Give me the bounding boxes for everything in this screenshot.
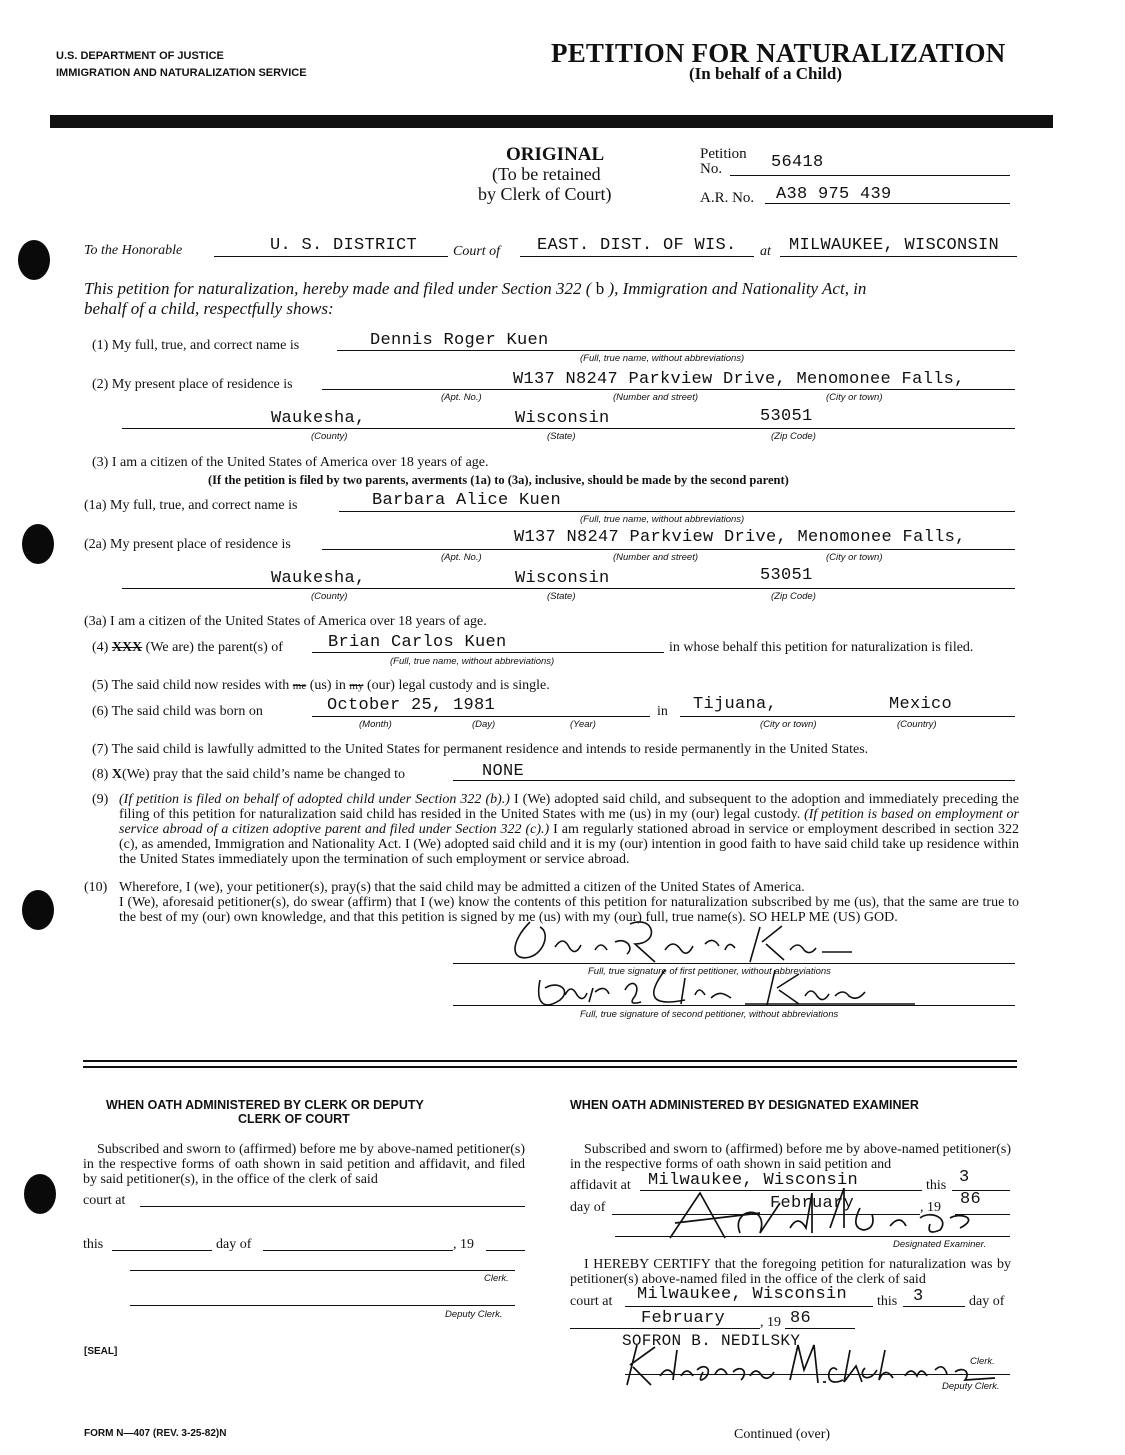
petitioner-1-name: Dennis Roger Kuen: [370, 331, 549, 350]
left-deputy-caption: Deputy Clerk.: [445, 1309, 503, 1320]
petitioner-1-zip: 53051: [760, 407, 813, 426]
county-caption: (County): [311, 591, 348, 602]
examiner-caption: Designated Examiner.: [893, 1239, 987, 1250]
child-birth-country: Mexico: [889, 695, 953, 714]
country-caption: (Country): [897, 719, 937, 730]
struck-text: XXX: [111, 640, 143, 655]
petitioner-2-county: Waukesha,: [271, 569, 366, 588]
petitioner-1-county: Waukesha,: [271, 409, 366, 428]
right-box-paragraph: Subscribed and sworn to (affirmed) before me by above-named petitioner(s) in the respective forms of oath shown in said petition and: [570, 1142, 1011, 1172]
filing-month: February: [641, 1309, 726, 1328]
section-letter: b: [595, 279, 605, 298]
item-3: (3) I am a citizen of the United States of America over 18 years of age.: [92, 455, 489, 470]
city-caption: (City or town): [826, 392, 883, 403]
name-caption: (Full, true name, without abbreviations): [390, 656, 555, 667]
zip-caption: (Zip Code): [771, 591, 816, 602]
city-caption: (City or town): [760, 719, 817, 730]
new-name: NONE: [482, 762, 525, 781]
at-label: at: [760, 244, 771, 259]
court-location: MILWAUKEE, WISCONSIN: [789, 236, 1000, 255]
right-box-heading: WHEN OATH ADMINISTERED BY DESIGNATED EXAMINER: [570, 1098, 919, 1112]
struck-text: my: [349, 680, 364, 692]
child-birth-city: Tijuana,: [693, 695, 778, 714]
item-9-text: (If petition is filed on behalf of adopted child under Section 322 (b).) I (We) adopted said child, and subsequent to the adoption and immediately preceding the filing of this petition for naturalization said child has resided in the United States with me (us) in my (our) legal custody. (If petition is based on employment or service abroad of a citizen adoptive parent and filed under Section 322 (c).) I am regularly stationed abroad in service or employment described in section 322 (c), as amended, Immigration and Nationality Act. I (We) adopted said child and it is my (our) intention in good faith to have said child take up residence within the United States immediately upon the termination of such employment or service abroad.: [119, 792, 1019, 867]
clerk-name: SOFRON B. NEDILSKY: [622, 1332, 801, 1350]
city-caption: (City or town): [826, 552, 883, 563]
right-this: this: [926, 1178, 947, 1193]
punch-hole: [22, 524, 54, 564]
item-6-in: in: [657, 704, 668, 719]
struck-text: me: [292, 680, 307, 692]
dept-line-1: U.S. DEPARTMENT OF JUSTICE: [56, 50, 224, 62]
right-day-of: day of: [570, 1200, 606, 1215]
petitioner-2-state: Wisconsin: [515, 569, 610, 588]
left-box-heading-2: CLERK OF COURT: [238, 1112, 350, 1126]
left-box-paragraph: Subscribed and sworn to (affirmed) before me by above-named petitioner(s) in the respective forms of oath shown in said petition and affidavit, and filed by said petitioner(s), in the office of the clerk of said: [83, 1142, 525, 1187]
petitioner-2-zip: 53051: [760, 566, 813, 585]
right-court-at: court at: [570, 1294, 613, 1309]
item-5: (5) The said child now resides with me (us) in my (our) legal custody and is single.: [92, 678, 550, 693]
left-day-of: day of: [216, 1237, 252, 1252]
ar-number: A38 975 439: [776, 185, 892, 204]
filing-day: 3: [913, 1287, 924, 1306]
petitioner-2-street: W137 N8247 Parkview Drive, Menomonee Falls,: [514, 528, 966, 547]
page-subtitle: (In behalf of a Child): [689, 64, 843, 83]
item-3-note: (If the petition is filed by two parents, averments (1a) to (3a), inclusive, should be made by the second parent): [208, 473, 789, 487]
court-of-label: Court of: [453, 244, 501, 259]
item-8-label: (8) X(We) pray that the said child’s name be changed to: [92, 767, 406, 782]
punch-hole: [18, 240, 50, 280]
item-2a-label: (2a) My present place of residence is: [84, 537, 291, 552]
court-name: U. S. DISTRICT: [270, 236, 418, 255]
signature-2-caption: Full, true signature of second petitioner, without abbreviations: [580, 1009, 839, 1020]
left-year: , 19: [453, 1237, 474, 1252]
item-7: (7) The said child is lawfully admitted to the United States for permanent residence and intends to reside permanently in the United States.: [92, 742, 869, 757]
month-caption: (Month): [359, 719, 392, 730]
state-caption: (State): [547, 431, 576, 442]
original-note-1: (To be retained: [492, 164, 601, 184]
child-birth-date: October 25, 1981: [327, 696, 496, 715]
right-day-of-2: day of: [969, 1294, 1005, 1309]
oath-year-prefix: , 19: [920, 1200, 941, 1215]
punch-hole: [24, 1174, 56, 1214]
left-clerk-caption: Clerk.: [484, 1273, 509, 1284]
right-this-2: this: [877, 1294, 898, 1309]
oath-day: 3: [959, 1168, 970, 1187]
petitioner-1-street: W137 N8247 Parkview Drive, Menomonee Falls,: [513, 370, 965, 389]
left-box-heading-1: WHEN OATH ADMINISTERED BY CLERK OR DEPUTY: [106, 1098, 424, 1112]
street-caption: (Number and street): [613, 392, 699, 403]
oath-place: Milwaukee, Wisconsin: [648, 1171, 859, 1190]
dept-line-2: IMMIGRATION AND NATURALIZATION SERVICE: [56, 67, 307, 79]
left-court-at: court at: [83, 1193, 126, 1208]
day-caption: (Day): [472, 719, 496, 730]
oath-year: 86: [960, 1190, 982, 1209]
intro-line-1: This petition for naturalization, hereby made and filed under Section 322 ( b ), Immigration and Nationality Act, in: [84, 279, 867, 298]
page-title: PETITION FOR NATURALIZATION: [551, 38, 1006, 68]
name-caption: (Full, true name, without abbreviations): [580, 514, 745, 525]
clerk-caption: Clerk.: [970, 1356, 995, 1367]
zip-caption: (Zip Code): [771, 431, 816, 442]
state-caption: (State): [547, 591, 576, 602]
item-2-label: (2) My present place of residence is: [92, 377, 293, 392]
petitioner-2-name: Barbara Alice Kuen: [372, 491, 562, 510]
oath-month: February: [770, 1194, 855, 1213]
original-note-2: by Clerk of Court): [478, 184, 612, 204]
item-1a-label: (1a) My full, true, and correct name is: [84, 498, 298, 513]
item-4-tail: in whose behalf this petition for naturalization is filed.: [669, 640, 974, 655]
form-number: FORM N—407 (REV. 3-25-82)N: [84, 1428, 227, 1439]
item-4-label: (4) XXX (We are) the parent(s) of: [92, 640, 283, 655]
header-rule: [50, 115, 1053, 128]
item-6-label: (6) The said child was born on: [92, 704, 263, 719]
item-3a: (3a) I am a citizen of the United States of America over 18 years of age.: [84, 614, 487, 629]
intro-line-2: behalf of a child, respectfully shows:: [84, 299, 334, 318]
court-district: EAST. DIST. OF WIS.: [537, 236, 737, 255]
to-honorable-label: To the Honorable: [84, 243, 183, 258]
item-10-text: Wherefore, I (we), your petitioner(s), pray(s) that the said child may be admitted a citizen of the United States of America.: [119, 880, 805, 895]
year-caption: (Year): [570, 719, 596, 730]
item-10-num: (10): [84, 880, 108, 895]
item-1-label: (1) My full, true, and correct name is: [92, 338, 300, 353]
filing-place: Milwaukee, Wisconsin: [637, 1285, 848, 1304]
certify-paragraph: I HEREBY CERTIFY that the foregoing petition for naturalization was by petitioner(s) above-named filed in the office of the clerk of said: [570, 1257, 1011, 1287]
ar-label: A.R. No.: [700, 190, 755, 206]
filing-year-prefix: , 19: [760, 1315, 781, 1330]
child-name: Brian Carlos Kuen: [328, 633, 507, 652]
oath-text: I (We), aforesaid petitioner(s), do swear (affirm) that I (we) know the contents of this petition for naturalization subscribed by me (us), that the same are true to the best of my (our) own knowledge, and that this petition is signed by me (us) with my (our) full, true name(s). SO HELP ME (US) GOD.: [119, 895, 1019, 925]
county-caption: (County): [311, 431, 348, 442]
filing-year: 86: [790, 1309, 812, 1328]
signature-1-caption: Full, true signature of first petitioner, without abbreviations: [588, 966, 831, 977]
petition-no-label: No.: [700, 161, 723, 177]
petition-label: Petition: [700, 146, 747, 162]
punch-hole: [22, 890, 54, 930]
deputy-clerk-caption: Deputy Clerk.: [942, 1381, 1000, 1392]
name-caption: (Full, true name, without abbreviations): [580, 353, 745, 364]
item-9-num: (9): [92, 792, 109, 807]
seal-label: [SEAL]: [84, 1346, 118, 1357]
struck-text: X: [111, 767, 122, 782]
right-affidavit-at: affidavit at: [570, 1178, 631, 1193]
left-this: this: [83, 1237, 104, 1252]
street-caption: (Number and street): [613, 552, 699, 563]
continued-note: Continued (over): [734, 1427, 831, 1442]
original-label: ORIGINAL: [506, 144, 605, 165]
petition-number: 56418: [771, 153, 824, 172]
signature-petitioner-2: [515, 960, 915, 1015]
apt-caption: (Apt. No.): [441, 552, 482, 563]
apt-caption: (Apt. No.): [441, 392, 482, 403]
petitioner-1-state: Wisconsin: [515, 409, 610, 428]
